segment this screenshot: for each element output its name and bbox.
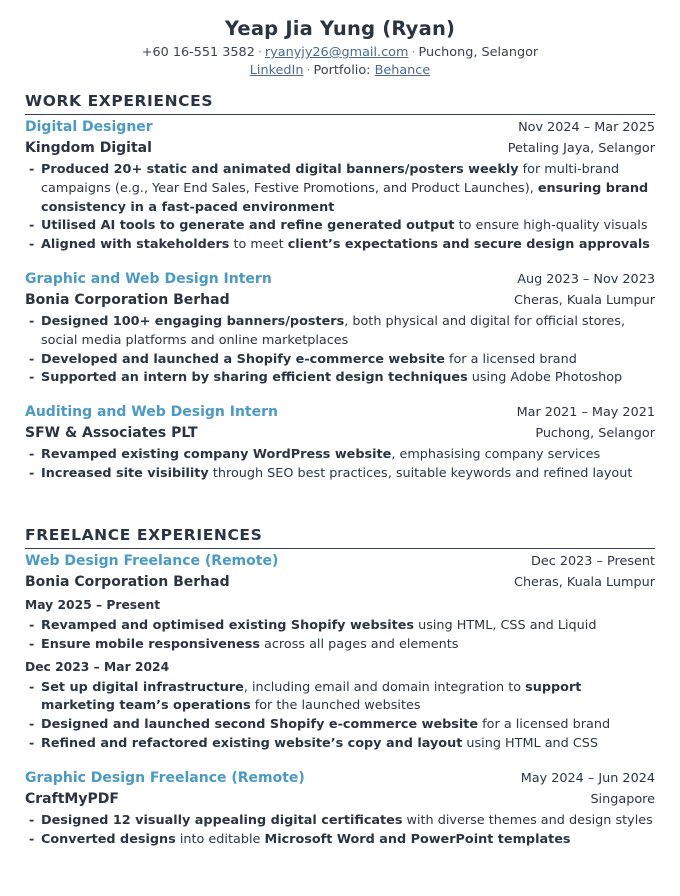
job-date: Dec 2023 – Present <box>531 554 655 569</box>
job-company: Bonia Corporation Berhad <box>25 574 230 590</box>
bullet-list <box>25 161 655 255</box>
job-title-row <box>25 551 655 572</box>
job-title-row <box>25 117 655 138</box>
bullet-list <box>25 446 655 484</box>
body-text: for a licensed brand <box>444 351 577 367</box>
job-role: Web Design Freelance (Remote) <box>25 553 279 569</box>
body-text: with diverse themes and design styles <box>402 812 653 828</box>
bold-text: Produced 20+ static and animated digital banners/posters weekly <box>41 162 519 177</box>
bullet-item <box>25 351 655 370</box>
job-entry <box>25 117 655 255</box>
body-text: to ensure high-quality visuals <box>454 218 648 234</box>
job-date: Mar 2021 – May 2021 <box>516 405 655 421</box>
bullet-item <box>25 236 655 255</box>
job-date: May 2024 – Jun 2024 <box>520 770 655 786</box>
bullet-item <box>25 812 655 831</box>
bullet-item <box>25 716 655 735</box>
job-company-row <box>25 290 655 311</box>
job-entry <box>25 768 655 850</box>
contact-line <box>0 44 680 62</box>
email-link[interactable]: ryanyjy26@gmail.com <box>264 45 409 60</box>
bold-text: Designed 100+ engaging banners/posters <box>41 313 345 329</box>
bullet-list <box>25 812 655 850</box>
bullet-item <box>25 217 655 236</box>
body-text: to meet <box>229 237 288 253</box>
job-date: Nov 2024 – Mar 2025 <box>518 120 655 135</box>
body-text: into editable <box>175 831 265 847</box>
period-heading: May 2025 – Present <box>25 598 161 612</box>
bullet-list <box>25 679 655 754</box>
job-date: Aug 2023 – Nov 2023 <box>517 271 655 287</box>
job-company: CraftMyPDF <box>25 790 119 807</box>
body-text: , emphasising company services <box>391 447 601 463</box>
section-title-work: WORK EXPERIENCES <box>25 91 655 115</box>
job-entry <box>25 402 655 484</box>
work-experience-section <box>25 91 655 484</box>
bullet-item <box>25 636 655 655</box>
body-text: for multi-brand campaigns (e.g., Year End Sales, Festive Promotions, and Product Launches), <box>41 162 620 196</box>
work-jobs-list <box>25 117 655 484</box>
location-text: Puchong, Selangor <box>418 45 539 60</box>
job-company: Bonia Corporation Berhad <box>25 291 230 308</box>
bold-text: Supported an intern by sharing efficient design techniques <box>41 370 468 386</box>
job-entry <box>25 551 655 754</box>
bullet-list <box>25 313 655 388</box>
bullet-item <box>25 831 655 850</box>
body-text: across all pages and elements <box>259 636 459 652</box>
job-location: Petaling Jaya, Selangor <box>507 141 655 156</box>
job-entry <box>25 269 655 388</box>
job-location: Cheras, Kuala Lumpur <box>514 575 655 590</box>
candidate-name: Yeap Jia Yung (Ryan) <box>224 17 456 40</box>
bullet-item <box>25 617 655 636</box>
separator: · <box>306 63 311 78</box>
bullet-item <box>25 161 655 217</box>
job-company-row <box>25 138 655 159</box>
body-text: through SEO best practices, suitable keywords and refined layout <box>208 465 633 481</box>
job-company-row <box>25 572 655 593</box>
job-title-row <box>25 402 655 423</box>
bullet-item <box>25 465 655 484</box>
body-text: , both physical and digital for official stores, social media platforms and online marketplaces <box>41 313 626 348</box>
job-location: Cheras, Kuala Lumpur <box>514 292 655 308</box>
body-text: for a licensed brand <box>478 717 611 733</box>
bold-text: Converted designs <box>41 831 176 847</box>
body-text: , including email and domain integration to <box>243 679 526 695</box>
bold-text: Increased site visibility <box>41 465 209 481</box>
bold-text: Set up digital infrastructure <box>41 679 244 695</box>
job-role: Auditing and Web Design Intern <box>25 404 278 421</box>
links-line <box>0 62 680 80</box>
bold-text: Designed 12 visually appealing digital certificates <box>41 812 403 828</box>
bold-text: Revamped existing company WordPress website <box>41 447 392 463</box>
body-text: using Adobe Photoshop <box>467 370 623 386</box>
job-company-row <box>25 423 655 444</box>
job-company-row <box>25 789 655 810</box>
body-text: using HTML and CSS <box>462 735 599 751</box>
freelance-experience-section <box>25 525 655 849</box>
period-heading: Dec 2023 – Mar 2024 <box>25 659 170 674</box>
job-role: Graphic Design Freelance (Remote) <box>25 769 305 786</box>
bold-text: Utilised AI tools to generate and refine generated output <box>41 218 455 234</box>
separator: · <box>411 45 416 60</box>
job-title-row <box>25 269 655 290</box>
bullet-item <box>25 735 655 754</box>
bold-text: Revamped and optimised existing Shopify websites <box>41 618 415 633</box>
bullet-item <box>25 313 655 351</box>
job-role: Graphic and Web Design Intern <box>25 270 272 287</box>
body-text: for the launched websites <box>250 698 421 714</box>
bold-text: Designed and launched second Shopify e-commerce website <box>41 717 479 733</box>
bold-text: client’s expectations and secure design approvals <box>287 237 650 253</box>
bold-text: Developed and launched a Shopify e-commerce website <box>41 351 445 367</box>
resume-header <box>0 0 680 80</box>
portfolio-label: Portfolio: <box>313 63 371 78</box>
bold-text: Aligned with stakeholders <box>41 237 230 253</box>
bold-text: support marketing team’s operations <box>41 679 582 714</box>
body-text: using HTML, CSS and Liquid <box>414 618 597 633</box>
section-title-freelance: FREELANCE EXPERIENCES <box>25 525 655 549</box>
bold-text: Ensure mobile responsiveness <box>41 636 260 652</box>
job-company: SFW & Associates PLT <box>25 425 198 442</box>
job-company: Kingdom Digital <box>25 140 152 156</box>
bullet-list <box>25 617 655 655</box>
bullet-item <box>25 369 655 388</box>
job-role: Digital Designer <box>25 119 153 135</box>
phone-number: +60 16-551 3582 <box>141 45 255 60</box>
separator: · <box>257 45 262 60</box>
bold-text: Refined and refactored existing website’s copy and layout <box>41 735 463 751</box>
bullet-item <box>25 679 655 717</box>
bold-text: ensuring brand consistency in a fast-paced environment <box>41 180 649 215</box>
freelance-jobs-list <box>25 551 655 849</box>
behance-link[interactable]: Behance <box>374 63 431 78</box>
bullet-item <box>25 446 655 465</box>
job-location: Singapore <box>590 791 655 807</box>
job-title-row <box>25 768 655 789</box>
job-location: Puchong, Selangor <box>535 426 655 442</box>
linkedin-link[interactable]: LinkedIn <box>249 63 304 78</box>
bold-text: Microsoft Word and PowerPoint templates <box>264 831 571 847</box>
